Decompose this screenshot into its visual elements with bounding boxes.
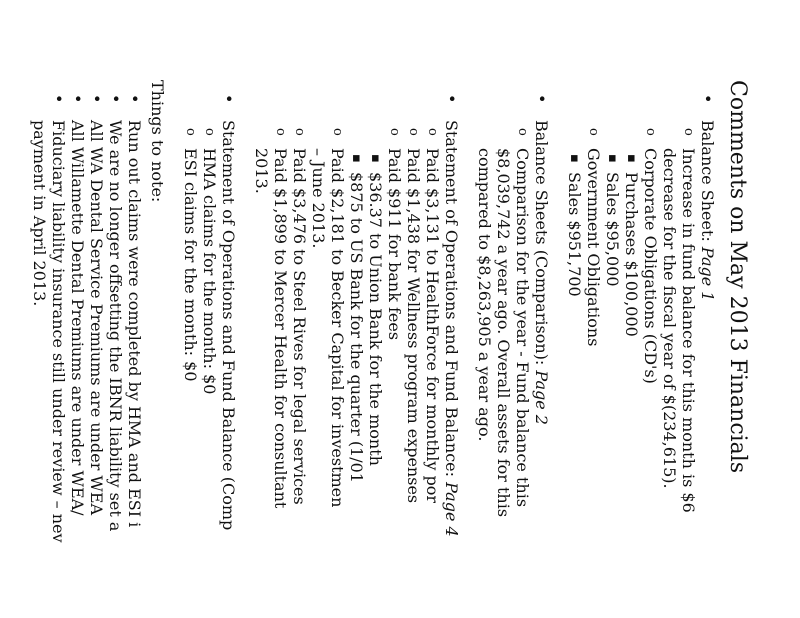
balance-comparison-list <box>475 120 532 618</box>
balance-comparison-label: Balance Sheets (Comparison): <box>532 120 551 371</box>
balance-sheet-list <box>565 120 698 618</box>
comparison-text <box>475 120 532 618</box>
note-wa-dental: • All WA Dental Service Premiums are under WEA <box>87 80 106 618</box>
document-content <box>30 80 750 618</box>
steel-rives-payment: o Paid $3,476 to Steel Rives for legal services <box>290 120 309 618</box>
mercer-line-2: 2013. <box>252 148 271 194</box>
operations-label: Statement of Operations and Fund Balance: <box>442 120 461 483</box>
corporate-obligations <box>603 120 660 618</box>
becker-capital-payment <box>309 120 347 618</box>
comparison-line-2: $8,039,742 a year ago. Overall assets for this <box>494 148 513 518</box>
operations-page: Page 4 <box>442 482 461 537</box>
fund-balance-line-1: Increase in fund balance for this month is $6 <box>679 148 698 513</box>
operations-items <box>252 120 442 618</box>
notes-list <box>30 80 144 618</box>
balance-sheet-label: Balance Sheet: <box>698 120 717 247</box>
note-fiduciary <box>30 80 68 618</box>
becker-line-1: Paid $2,181 to Becker Capital for investmen <box>328 148 347 508</box>
bank-fees-list <box>347 148 385 618</box>
operations-comparison-label: Statement of Operations and Fund Balance (Comp <box>219 120 238 531</box>
esi-claims: o ESI claims for the month: $0 <box>181 120 200 618</box>
government-obligations-label: Government Obligations <box>584 148 603 347</box>
healthforce-payment: o Paid $3,131 to HealthForce for monthly por <box>423 120 442 618</box>
cd-sales: ▪ Sales $95,000 <box>603 148 622 618</box>
mercer-payment <box>252 120 290 618</box>
wellness-payment: o Paid $1,438 for Wellness program expenses <box>404 120 423 618</box>
notes-heading: Things to note: <box>148 80 167 203</box>
note-ibnr: • We are no longer offsetting the IBNR liability set a <box>106 80 125 618</box>
union-bank-fee: ▪ $36.37 to Union Bank for the month <box>366 148 385 618</box>
cd-list <box>603 148 641 618</box>
fiduciary-line-2: payment in April 2013. <box>30 120 49 307</box>
operations-list <box>252 80 461 618</box>
balance-comparison-page: Page 2 <box>532 370 551 425</box>
bank-fees-label: Paid $911 for bank fees <box>385 148 404 341</box>
becker-line-2: – June 2013. <box>309 148 328 249</box>
gov-list <box>565 148 584 618</box>
claims-list <box>181 120 219 618</box>
fund-balance-increase <box>660 120 698 618</box>
mercer-line-1: Paid $1,899 to Mercer Health for consultant <box>271 148 290 509</box>
note-run-out-claims: • Run out claims were completed by HMA and ESI i <box>125 80 144 618</box>
bank-fees <box>347 120 404 618</box>
operations-comparison-section <box>181 80 238 618</box>
corporate-obligations-label: Corporate Obligations (CD's) <box>641 148 660 384</box>
operations-comparison-list <box>181 80 238 618</box>
us-bank-fee: ▪ $875 to US Bank for the quarter (1/01 <box>347 148 366 618</box>
comparison-line-3: compared to $8,263,905 a year ago. <box>475 148 494 442</box>
comparison-line-1: Comparison for the year - Fund balance this <box>513 148 532 508</box>
cd-purchases: ▪ Purchases $100,000 <box>622 148 641 618</box>
balance-comparison-section <box>475 80 551 618</box>
note-willamette-dental: • All Willamette Dental Premiums are under WEA/ <box>68 80 87 618</box>
main-list <box>565 80 717 618</box>
hma-claims: o HMA claims for the month: $0 <box>200 120 219 618</box>
balance-sheet-section <box>565 80 717 618</box>
government-obligations <box>565 120 603 618</box>
gov-sales: ▪ Sales $951,700 <box>565 148 584 618</box>
fund-balance-line-2: decrease for the fiscal year of $(234,615). <box>660 148 679 489</box>
balance-sheet-page: Page 1 <box>698 246 717 302</box>
operations-section <box>252 80 461 618</box>
comparison-list <box>475 80 551 618</box>
fiduciary-line-1: Fiduciary liability insurance still under review – nev <box>49 120 68 543</box>
document-title: Comments on May 2013 Financials <box>725 80 750 474</box>
